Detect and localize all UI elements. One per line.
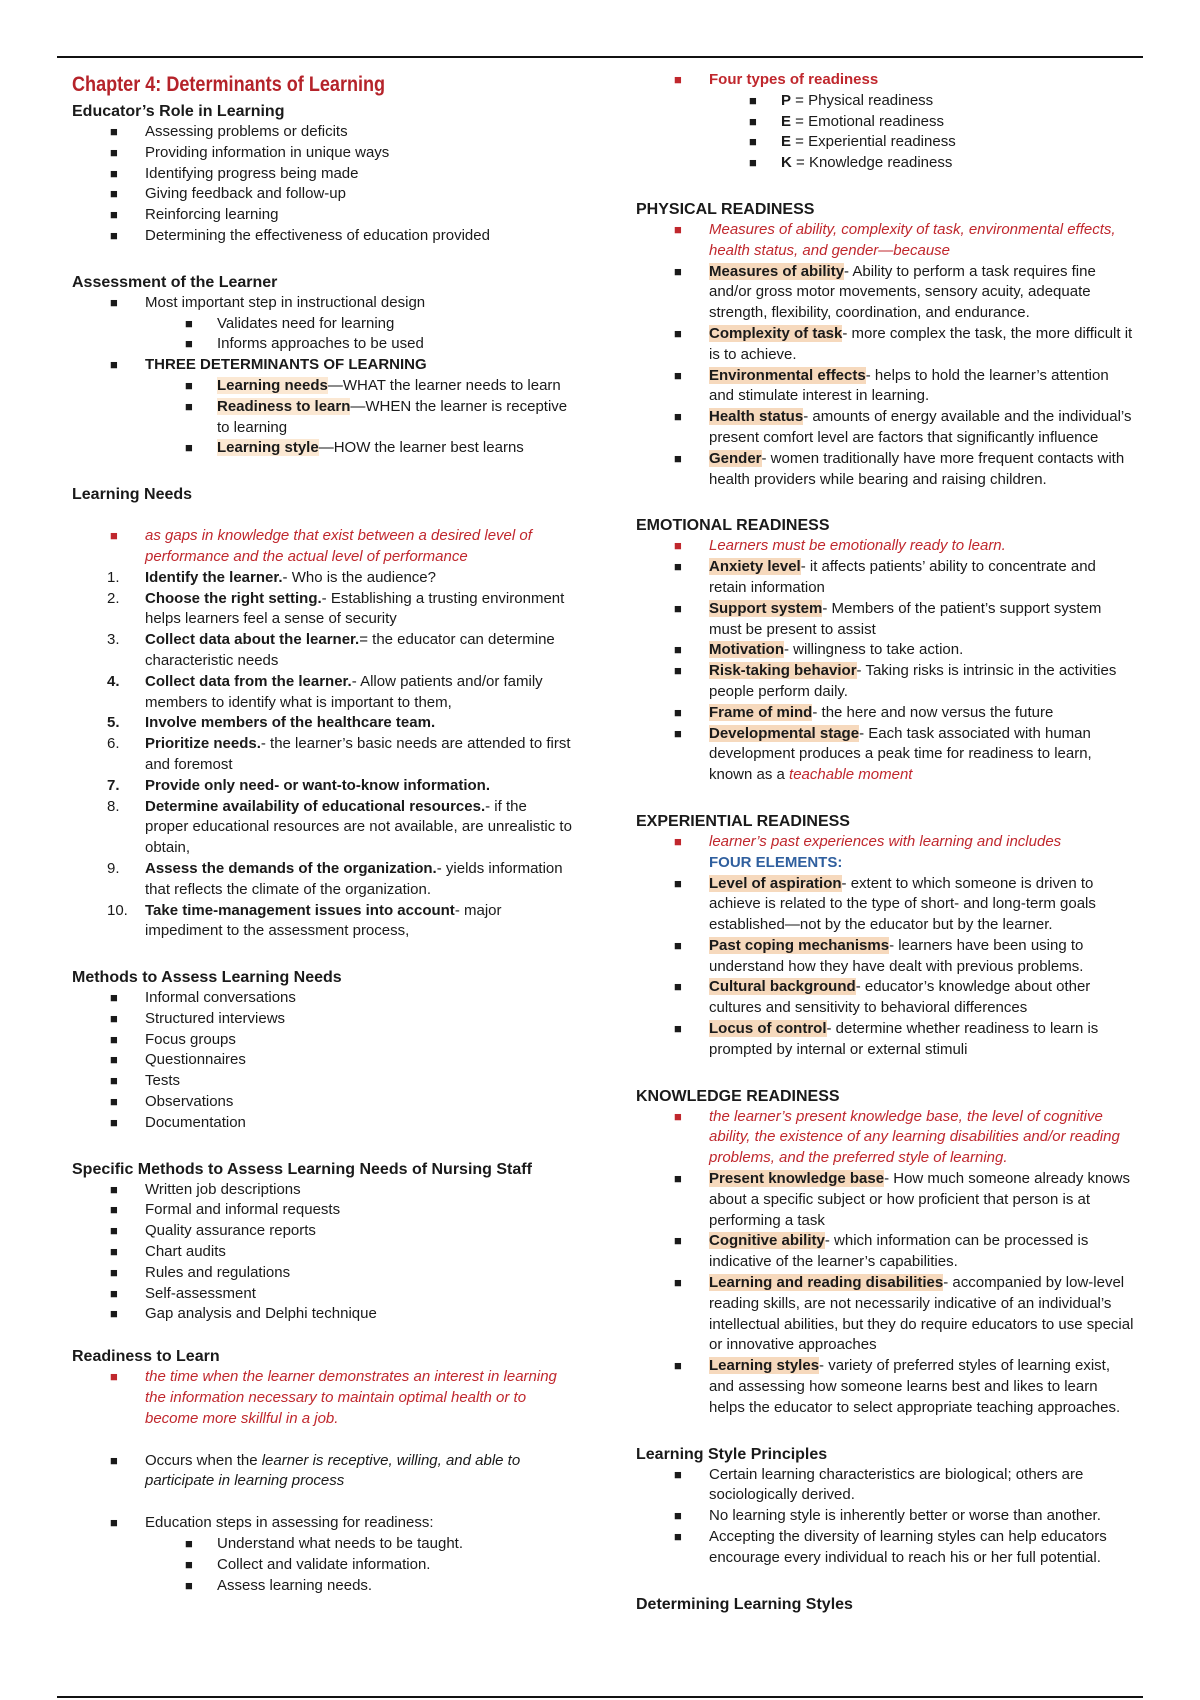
list-item: 6. Prioritize needs.- the learner’s basic needs are attended to first and foremost: [107, 735, 571, 773]
learning-needs-steps: [72, 568, 572, 942]
list-item: 2. Choose the right setting.- Establishing a trusting environment helps learners feel a sense of security: [107, 589, 565, 628]
list-item: ■ Anxiety level- it affects patients’ ability to concentrate and retain information: [674, 558, 1096, 596]
four-types-list: [636, 70, 1136, 174]
definition: ■ the learner’s present knowledge base, the level of cognitive ability, the existence of any learning disabilities and/or reading problems, and the preferred style of learning.: [674, 1107, 1120, 1167]
list-item: 5. Involve members of the healthcare team.: [107, 714, 436, 732]
list-item: ■ Accepting the diversity of learning styles can help educators encourage every individual to reach his or her full potential.: [674, 1528, 1107, 1566]
assessment-list: [72, 293, 572, 459]
list-item: ■ Rules and regulations: [110, 1263, 291, 1281]
experiential-heading: EXPERIENTIAL READINESS: [636, 812, 850, 830]
definition: ■ Learners must be emotionally ready to learn.: [674, 537, 1006, 555]
list-item: ■ Questionnaires: [110, 1051, 246, 1069]
list-item: ■ Formal and informal requests: [110, 1201, 341, 1219]
list-item: ■ Assess learning needs.: [185, 1576, 373, 1594]
list-item: ■ Tests: [110, 1072, 181, 1090]
educator-role-heading: Educator’s Role in Learning: [72, 103, 285, 120]
list-item: ■ Structured interviews: [110, 1009, 286, 1027]
specific-methods-list: [72, 1180, 572, 1326]
methods-heading: Methods to Assess Learning Needs: [72, 969, 342, 987]
physical-heading: PHYSICAL READINESS: [636, 200, 815, 218]
principles-heading: Learning Style Principles: [636, 1445, 828, 1463]
readiness-type: ■ K = Knowledge readiness: [749, 154, 953, 172]
list-item: ■ Quality assurance reports: [110, 1222, 316, 1240]
physical-list: [636, 220, 1136, 490]
list-item: ■ Collect and validate information.: [185, 1555, 431, 1573]
list-item: ■ Learning styles- variety of preferred styles of learning exist, and assessing how someone learns best and likes to learn helps the educator to select appropriate teaching approaches.: [674, 1357, 1121, 1416]
list-item: 1. Identify the learner.- Who is the audience?: [107, 568, 436, 586]
readiness-type: ■ E = Experiential readiness: [749, 133, 956, 151]
list-item: 9. Assess the demands of the organization.- yields information that reflects the climate of the organization.: [107, 859, 563, 898]
readiness-heading: Readiness to Learn: [72, 1348, 220, 1366]
list-item: ■ Observations: [110, 1093, 234, 1111]
list-item: ■ Locus of control- determine whether readiness to learn is prompted by internal or external stimuli: [674, 1020, 1099, 1058]
list-item: ■ Frame of mind- the here and now versus the future: [674, 703, 1054, 721]
readiness-list: [72, 1367, 572, 1429]
list-item: ■ Validates need for learning: [185, 314, 395, 332]
top-rule: [57, 56, 1143, 58]
experiential-list: [636, 832, 1136, 1061]
list-item: ■ Gap analysis and Delphi technique: [110, 1305, 377, 1323]
list-item: ■ Support system- Members of the patient’s support system must be present to assist: [674, 599, 1102, 638]
specific-methods-heading: Specific Methods to Assess Learning Needs of Nursing Staff: [72, 1160, 532, 1178]
definition: ■ learner’s past experiences with learning and includes: [674, 832, 1062, 850]
list-item: ■ Health status- amounts of energy available and the individual’s present comfort level are factors that significantly influence: [674, 408, 1132, 446]
list-item: ■ Self-assessment: [110, 1284, 256, 1302]
list-item: ■ Motivation- willingness to take action.: [674, 641, 964, 659]
determinant-item: ■ Learning needs—WHAT the learner needs to learn: [185, 376, 561, 394]
determinant-item: ■ Learning style—HOW the learner best learns: [185, 439, 524, 457]
list-item: ■ Cultural background- educator’s knowledge about other cultures and sensitivity to behavioral differences: [674, 978, 1091, 1017]
readiness-type: ■ E = Emotional readiness: [749, 112, 945, 130]
definition: ■ Measures of ability, complexity of task, environmental effects, health status, and gender—because: [674, 220, 1116, 259]
definition: ■ as gaps in knowledge that exist between a desired level of performance and the actual level of performance: [110, 527, 532, 565]
educator-role-list: [72, 122, 572, 247]
determining-heading: Determining Learning Styles: [636, 1595, 853, 1613]
knowledge-heading: KNOWLEDGE READINESS: [636, 1087, 840, 1105]
emotional-heading: EMOTIONAL READINESS: [636, 517, 830, 535]
list-item: ■ Certain learning characteristics are biological; others are sociologically derived.: [674, 1465, 1084, 1504]
readiness-type: ■ P = Physical readiness: [749, 91, 934, 109]
list-item: ■ Present knowledge base- How much someone already knows about a specific subject or how proficient that person is at performing a task: [674, 1170, 1131, 1229]
principles-list: [636, 1465, 1136, 1569]
list-item: ■ Learning and reading disabilities- accompanied by low-level reading skills, are not necessarily indicative of an individual’s intellectual abilities, but they do require educators to use special or innovative approaches: [674, 1274, 1134, 1354]
list-item: ■ Assessing problems or deficits: [110, 123, 348, 140]
list-item: ■ Level of aspiration- extent to which someone is driven to achieve is related to the type of short- and long-term goals established—not by the educator but by the learner.: [674, 874, 1096, 934]
methods-list: [72, 988, 572, 1134]
learning-needs-def: [72, 526, 572, 568]
list-item: ■ THREE DETERMINANTS OF LEARNING: [110, 356, 427, 374]
learning-needs-heading: Learning Needs: [72, 486, 193, 504]
list-item: ■ Environmental effects- helps to hold the learner’s attention and stimulate interest in learning.: [674, 366, 1109, 405]
list-item: 7. Provide only need- or want-to-know information.: [107, 776, 491, 794]
list-item: ■ Complexity of task- more complex the task, the more difficult it is to achieve.: [674, 324, 1133, 363]
list-item: ■ Giving feedback and follow-up: [110, 185, 346, 203]
list-item: ■ Chart audits: [110, 1243, 226, 1261]
list-item: ■ Developmental stage- Each task associated with human development produces a peak time for readiness to learn, known as a teachable moment: [674, 724, 1092, 784]
list-item: ■ Education steps in assessing for readiness:: [110, 1514, 434, 1532]
list-item: ■ Reinforcing learning: [110, 206, 279, 224]
list-item: ■ Understand what needs to be taught.: [185, 1535, 464, 1553]
list-item: ■ Informs approaches to be used: [185, 335, 424, 353]
emotional-list: [636, 536, 1136, 786]
list-item: 4. Collect data from the learner.- Allow patients and/or family members to identify what is important to them,: [107, 672, 543, 711]
list-item: ■ Documentation: [110, 1113, 246, 1131]
definition: ■ the time when the learner demonstrates an interest in learning the information necessary to maintain optimal health or to become more skillful in a job.: [110, 1368, 557, 1427]
readiness-steps: [72, 1513, 572, 1596]
list-item: ■ Past coping mechanisms- learners have been using to understand how they have dealt with previous problems.: [674, 936, 1084, 975]
left-column: [72, 70, 572, 1596]
list-item: 10. Take time-management issues into account- major impediment to the assessment process,: [107, 901, 502, 940]
list-item: ■ Providing information in unique ways: [110, 143, 390, 161]
list-item: ■ Identifying progress being made: [110, 164, 359, 182]
four-elements-label: FOUR ELEMENTS:: [709, 853, 843, 871]
knowledge-list: [636, 1107, 1136, 1419]
right-column: [636, 70, 1136, 1615]
list-item: ■ No learning style is inherently better or worse than another.: [674, 1507, 1101, 1525]
list-item: ■ Gender- women traditionally have more frequent contacts with health providers while bearing and raising children.: [674, 449, 1125, 488]
bottom-rule: [57, 1696, 1143, 1698]
list-item: ■ Measures of ability- Ability to perform a task requires fine and/or gross motor movements, sensory acuity, adequate strength, flexibility, coordination, and endurance.: [674, 262, 1096, 322]
list-item: ■ Most important step in instructional design: [110, 293, 426, 311]
four-types-heading: ■ Four types of readiness: [674, 71, 879, 88]
list-item: ■ Written job descriptions: [110, 1180, 301, 1198]
list-item: 8. Determine availability of educational resources.- if the proper educational resources are not available, are unrealistic to obtain,: [107, 797, 572, 857]
list-item: ■ Occurs when the learner is receptive, willing, and able to participate in learning process: [110, 1451, 521, 1490]
list-item: ■ Risk-taking behavior- Taking risks is intrinsic in the activities people perform daily.: [674, 662, 1117, 700]
list-item: ■ Focus groups: [110, 1030, 236, 1048]
list-item: ■ Cognitive ability- which information can be processed is indicative of the learner’s capabilities.: [674, 1232, 1089, 1271]
determinant-item: ■ Readiness to learn—WHEN the learner is receptive to learning: [185, 397, 568, 436]
list-item: ■ Informal conversations: [110, 989, 296, 1007]
list-item: ■ Determining the effectiveness of education provided: [110, 226, 490, 244]
assessment-heading: Assessment of the Learner: [72, 273, 278, 291]
list-item: 3. Collect data about the learner.= the educator can determine characteristic needs: [107, 631, 555, 669]
chapter-title: Chapter 4: Determinants of Learning: [72, 73, 386, 96]
readiness-occurs: [72, 1451, 572, 1493]
